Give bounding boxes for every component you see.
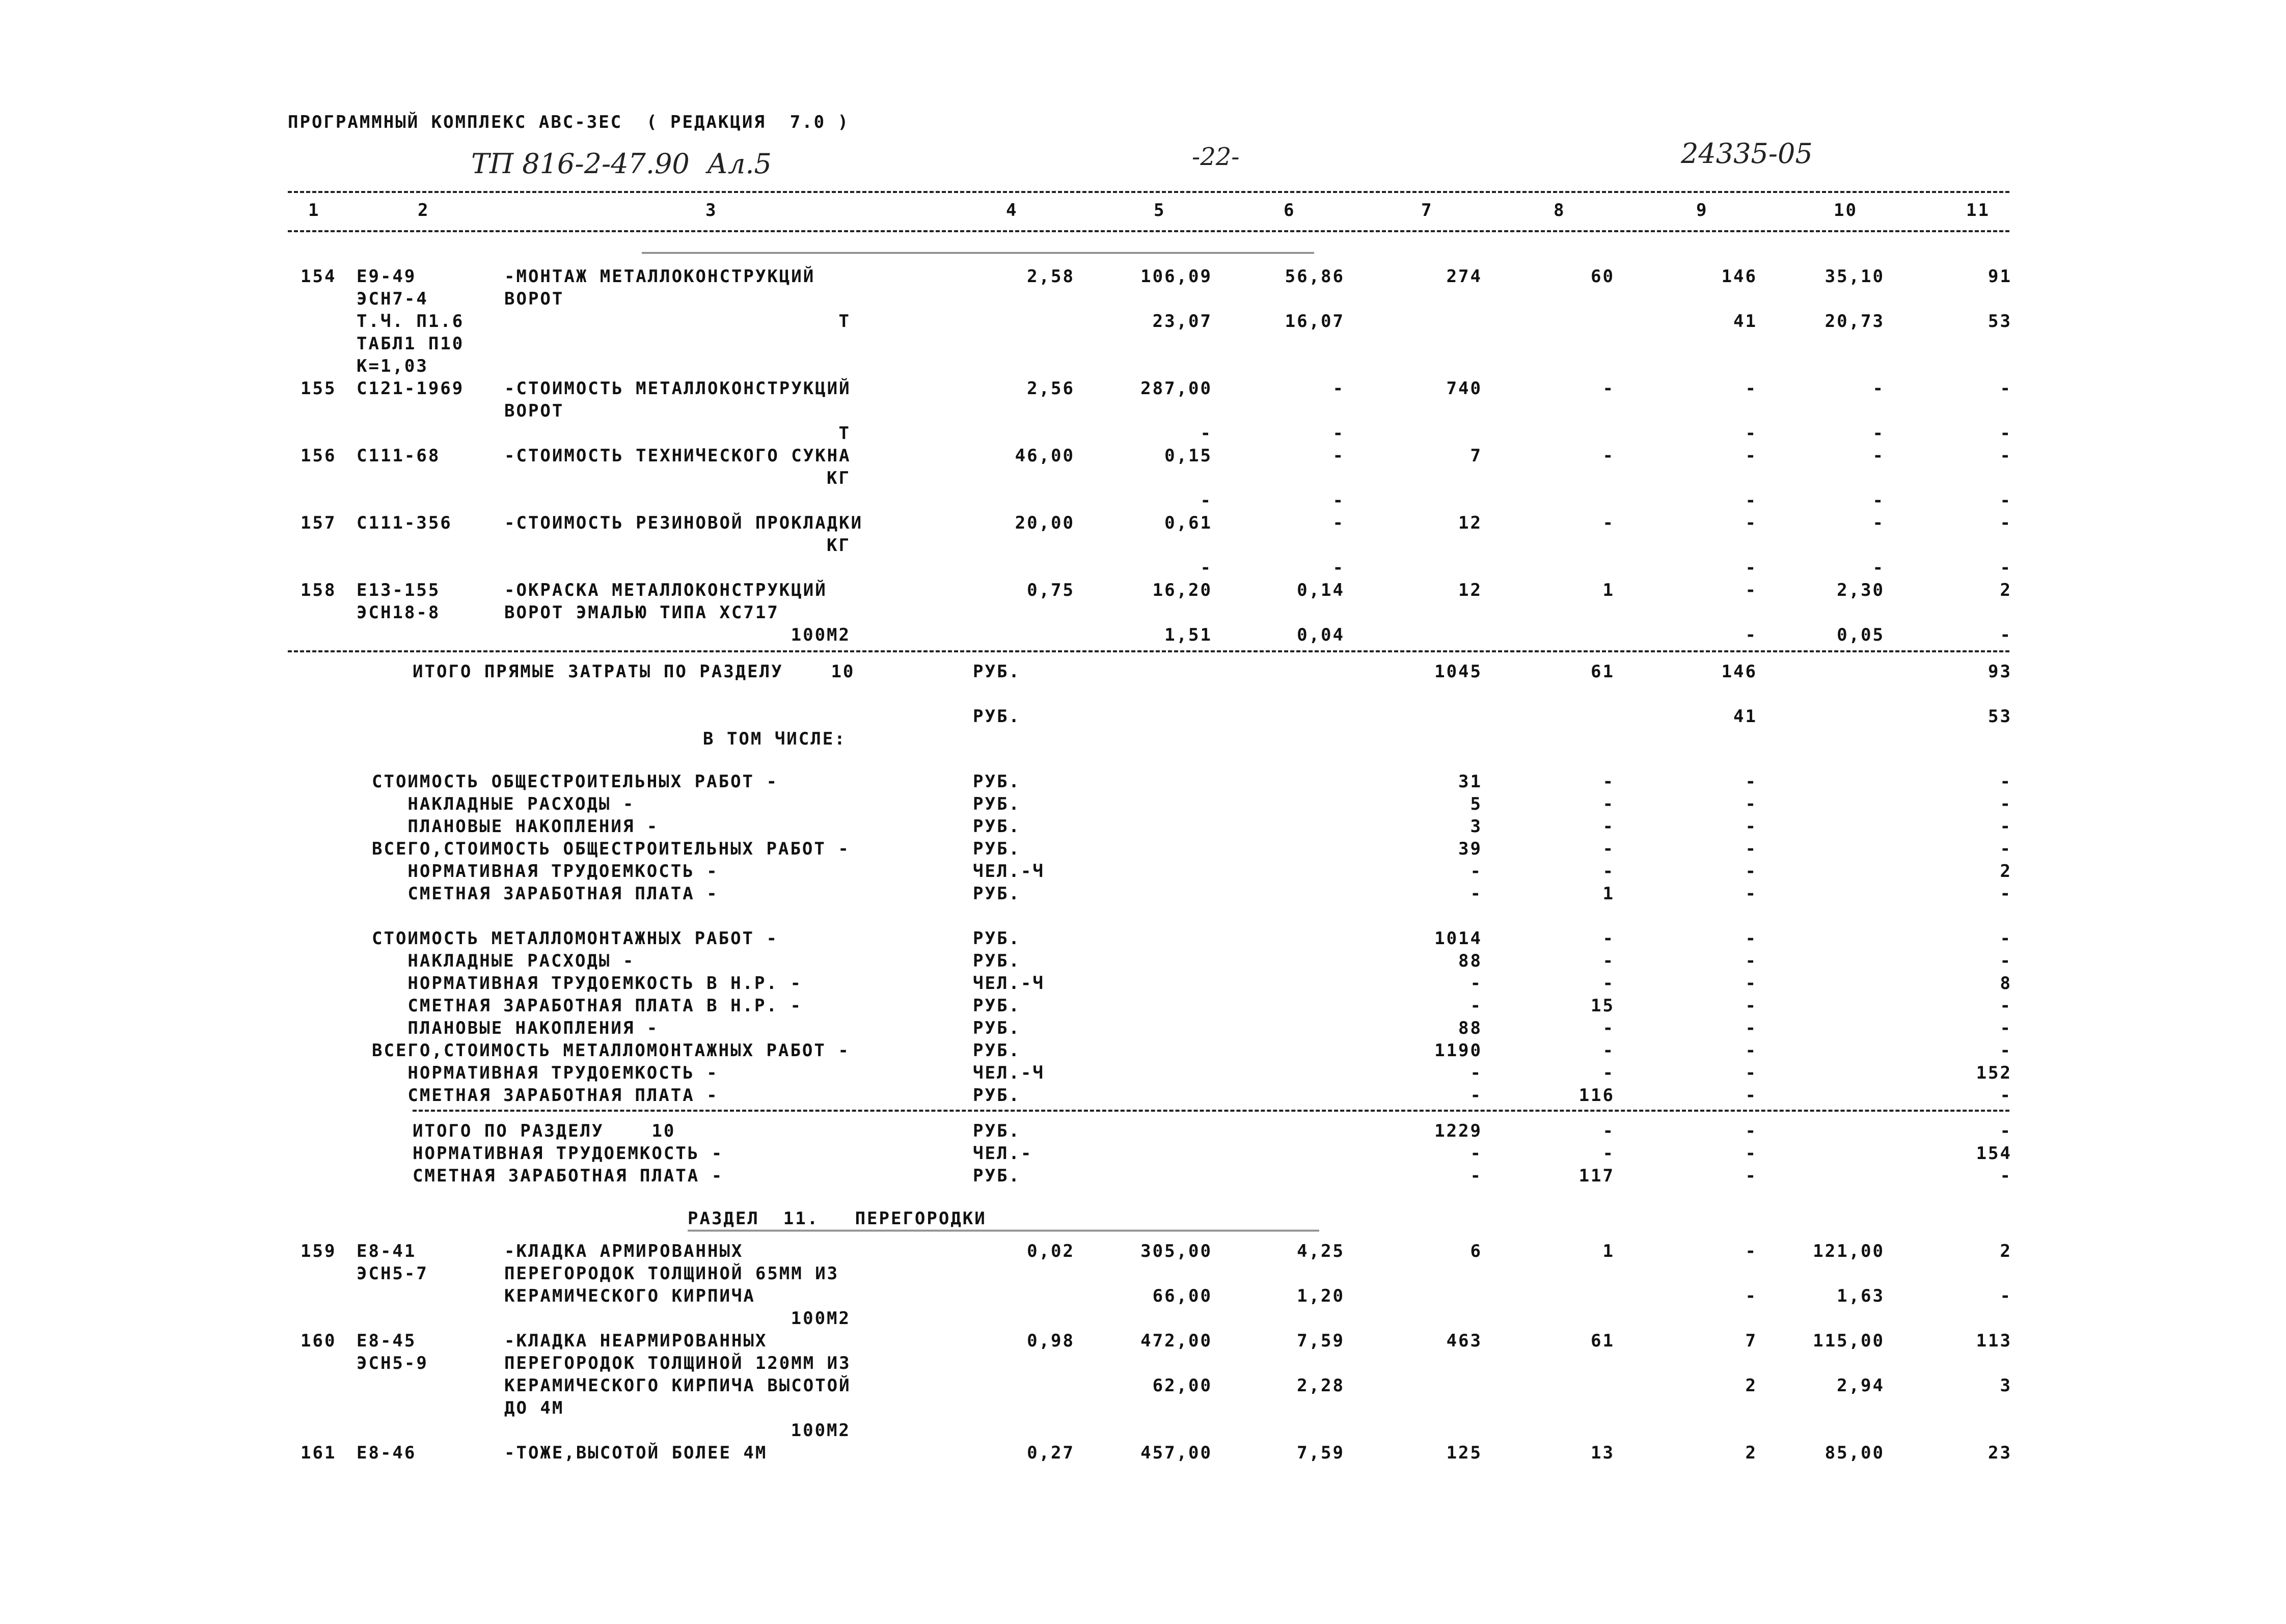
summary-label: СМЕТНАЯ ЗАРАБОТНАЯ ПЛАТА -: [372, 1085, 719, 1106]
cell-unit: 100М2: [791, 1420, 851, 1441]
cell-c10: 20,73: [1825, 311, 1885, 332]
summary-c9: -: [1745, 973, 1757, 994]
summary-c8: 116: [1579, 1085, 1615, 1106]
cell-c9: -: [1745, 580, 1757, 600]
summary-c7: -: [1470, 861, 1482, 882]
cell-code: К=1,03: [357, 356, 428, 376]
summary-unit: ЧЕЛ.-Ч: [973, 1063, 1045, 1083]
cell-c10: 2,94: [1837, 1375, 1885, 1396]
column-header: 9: [1696, 200, 1708, 221]
cell-c6: 0,04: [1297, 625, 1345, 645]
cell-c10: 0,05: [1837, 625, 1885, 645]
cell-c6: 0,14: [1297, 580, 1345, 600]
cell-c6: -: [1332, 446, 1345, 466]
cell-c11: -: [2000, 446, 2012, 466]
cell-c5: 62,00: [1152, 1375, 1212, 1396]
direct-total2-c11: 53: [1988, 706, 2012, 727]
cell-code: ЭСН5-9: [357, 1353, 428, 1373]
cell-code: ЭСН5-7: [357, 1263, 428, 1284]
summary-label: ПЛАНОВЫЕ НАКОПЛЕНИЯ -: [372, 816, 659, 837]
cell-c10: 35,10: [1825, 266, 1885, 287]
direct-total-c11: 93: [1988, 662, 2012, 682]
cell-c10: 85,00: [1825, 1443, 1885, 1463]
cell-c11: -: [2000, 625, 2012, 645]
cell-c6: -: [1332, 558, 1345, 578]
summary-c7: 1014: [1434, 928, 1482, 949]
direct-total-c7: 1045: [1434, 662, 1482, 682]
cell-c9: -: [1745, 378, 1757, 399]
summary-c8: -: [1602, 951, 1615, 971]
cell-c10: -: [1872, 446, 1885, 466]
cell-c10: 115,00: [1813, 1331, 1885, 1351]
cell-c7: 12: [1458, 513, 1482, 533]
summary-c9: -: [1745, 1063, 1757, 1083]
cell-c9: 41: [1733, 311, 1757, 332]
cell-c11: 53: [1988, 311, 2012, 332]
cell-c9: -: [1745, 490, 1757, 511]
column-header: 6: [1284, 200, 1296, 221]
summary-c7: 1229: [1434, 1121, 1482, 1141]
cell-c8: 61: [1591, 1331, 1615, 1351]
cell-n: 154: [301, 266, 337, 287]
cell-c6: 7,59: [1297, 1331, 1345, 1351]
cell-text: ДО 4М: [504, 1398, 564, 1418]
cell-text: -СТОИМОСТЬ МЕТАЛЛОКОНСТРУКЦИЙ: [504, 378, 851, 399]
cell-c10: -: [1872, 378, 1885, 399]
summary-c9: -: [1745, 1121, 1757, 1141]
summary-c11: 152: [1976, 1063, 2012, 1083]
cell-c7: 12: [1458, 580, 1482, 600]
direct-total-unit: РУБ.: [973, 662, 1021, 682]
cell-text: ВОРОТ: [504, 401, 564, 421]
cell-c9: 2: [1745, 1443, 1757, 1463]
summary-c9: -: [1745, 861, 1757, 882]
cell-c6: 16,07: [1285, 311, 1345, 332]
cell-c5: 1,51: [1164, 625, 1212, 645]
summary-c8: -: [1602, 839, 1615, 859]
program-header: ПРОГРАММНЫЙ КОМПЛЕКС АВС-3ЕС ( РЕДАКЦИЯ 7.0 ): [288, 112, 850, 132]
cell-c6: -: [1332, 423, 1345, 444]
cell-c8: 1: [1602, 580, 1615, 600]
summary-c11: -: [2000, 928, 2012, 949]
summary-c8: -: [1602, 1121, 1615, 1141]
project-title: ТП 816-2-47.90 Ал.5: [471, 148, 772, 180]
summary-label: СТОИМОСТЬ ОБЩЕСТРОИТЕЛЬНЫХ РАБОТ -: [372, 772, 778, 792]
cell-c6: 7,59: [1297, 1443, 1345, 1463]
summary-c9: -: [1745, 772, 1757, 792]
cell-q: 0,75: [1027, 580, 1075, 600]
cell-n: 161: [301, 1443, 337, 1463]
direct-total-c8: 61: [1591, 662, 1615, 682]
cell-q: 20,00: [1015, 513, 1075, 533]
cell-c5: 106,09: [1140, 266, 1212, 287]
cell-text: -КЛАДКА АРМИРОВАННЫХ: [504, 1241, 744, 1261]
cell-n: 157: [301, 513, 337, 533]
summary-c11: -: [2000, 1121, 2012, 1141]
cell-q: 2,58: [1027, 266, 1075, 287]
column-header: 10: [1834, 200, 1858, 221]
summary-c7: 1190: [1434, 1040, 1482, 1061]
summary-c11: -: [2000, 839, 2012, 859]
cell-n: 156: [301, 446, 337, 466]
summary-c7: 39: [1458, 839, 1482, 859]
column-header: 3: [705, 200, 718, 221]
summary-c7: 5: [1470, 794, 1482, 814]
summary-c11: 2: [2000, 861, 2012, 882]
summary-c7: -: [1470, 996, 1482, 1016]
cell-c10: 1,63: [1837, 1286, 1885, 1306]
summary-c8: -: [1602, 928, 1615, 949]
cell-c9: -: [1745, 558, 1757, 578]
summary-c8: -: [1602, 1143, 1615, 1164]
summary-c8: -: [1602, 1063, 1615, 1083]
cell-c9: -: [1745, 423, 1757, 444]
summary-c7: -: [1470, 1063, 1482, 1083]
summary-c9: -: [1745, 1040, 1757, 1061]
summary-label: НАКЛАДНЫЕ РАСХОДЫ -: [372, 794, 635, 814]
summary-c7: 3: [1470, 816, 1482, 837]
summary-c8: -: [1602, 794, 1615, 814]
cell-c6: 4,25: [1297, 1241, 1345, 1261]
summary-unit: РУБ.: [973, 1166, 1021, 1186]
summary-label: НОРМАТИВНАЯ ТРУДОЕМКОСТЬ -: [372, 1063, 719, 1083]
cell-n: 155: [301, 378, 337, 399]
cell-c11: -: [2000, 1286, 2012, 1306]
cell-c7: 274: [1446, 266, 1482, 287]
cell-text: -ТОЖЕ,ВЫСОТОЙ БОЛЕЕ 4М: [504, 1443, 768, 1463]
summary-label: ВСЕГО,СТОИМОСТЬ ОБЩЕСТРОИТЕЛЬНЫХ РАБОТ -: [372, 839, 850, 859]
cell-text: -КЛАДКА НЕАРМИРОВАННЫХ: [504, 1331, 768, 1351]
column-header: 2: [418, 200, 430, 221]
cell-c7: 125: [1446, 1443, 1482, 1463]
summary-label: СМЕТНАЯ ЗАРАБОТНАЯ ПЛАТА -: [413, 1166, 724, 1186]
summary-c8: 15: [1591, 996, 1615, 1016]
document-code: 24335-05: [1681, 137, 1813, 170]
cell-c11: 23: [1988, 1443, 2012, 1463]
summary-c9: -: [1745, 1143, 1757, 1164]
cell-c6: -: [1332, 490, 1345, 511]
cell-c7: 463: [1446, 1331, 1482, 1351]
cell-c11: -: [2000, 423, 2012, 444]
summary-c11: -: [2000, 951, 2012, 971]
cell-c8: 13: [1591, 1443, 1615, 1463]
summary-c7: -: [1470, 973, 1482, 994]
summary-c7: -: [1470, 1143, 1482, 1164]
summary-unit: ЧЕЛ.-Ч: [973, 861, 1045, 882]
cell-c11: 2: [2000, 580, 2012, 600]
summary-c11: -: [2000, 1018, 2012, 1038]
summary-c7: -: [1470, 884, 1482, 904]
summary-c8: 117: [1579, 1166, 1615, 1186]
summary-unit: РУБ.: [973, 928, 1021, 949]
section-11-title: РАЗДЕЛ 11. ПЕРЕГОРОДКИ: [688, 1208, 987, 1229]
summary-label: СТОИМОСТЬ МЕТАЛЛОМОНТАЖНЫХ РАБОТ -: [372, 928, 778, 949]
cell-c7: 7: [1470, 446, 1482, 466]
summary-c11: -: [2000, 1085, 2012, 1106]
cell-c6: 56,86: [1285, 266, 1345, 287]
summary-label: ВСЕГО,СТОИМОСТЬ МЕТАЛЛОМОНТАЖНЫХ РАБОТ -: [372, 1040, 850, 1061]
cell-c6: 2,28: [1297, 1375, 1345, 1396]
cell-text: -ОКРАСКА МЕТАЛЛОКОНСТРУКЦИЙ: [504, 580, 827, 600]
cell-text: ПЕРЕГОРОДОК ТОЛЩИНОЙ 120ММ ИЗ: [504, 1353, 851, 1373]
cell-c5: 305,00: [1140, 1241, 1212, 1261]
cell-q: 2,56: [1027, 378, 1075, 399]
cell-c5: 66,00: [1152, 1286, 1212, 1306]
cell-n: 159: [301, 1241, 337, 1261]
summary-c9: -: [1745, 996, 1757, 1016]
summary-unit: РУБ.: [973, 1121, 1021, 1141]
summary-label: НОРМАТИВНАЯ ТРУДОЕМКОСТЬ -: [372, 861, 719, 882]
cell-unit: КГ: [827, 535, 851, 556]
summary-unit: РУБ.: [973, 794, 1021, 814]
header-rule-top: [288, 191, 2009, 193]
summary-c11: -: [2000, 1040, 2012, 1061]
cell-code: Е8-45: [357, 1331, 417, 1351]
header-rule-bottom: [288, 230, 2009, 232]
cell-c9: 146: [1721, 266, 1757, 287]
cell-n: 158: [301, 580, 337, 600]
cell-unit: 100М2: [791, 625, 851, 645]
cell-code: Е13-155: [357, 580, 441, 600]
summary-unit: РУБ.: [973, 884, 1021, 904]
cell-c11: 91: [1988, 266, 2012, 287]
cell-c11: -: [2000, 378, 2012, 399]
cell-c8: 1: [1602, 1241, 1615, 1261]
cell-c7: 740: [1446, 378, 1482, 399]
cell-text: КЕРАМИЧЕСКОГО КИРПИЧА ВЫСОТОЙ: [504, 1375, 851, 1396]
summary-unit: РУБ.: [973, 996, 1021, 1016]
column-header: 5: [1154, 200, 1166, 221]
totals-rule: [288, 650, 2009, 652]
cell-text: ВОРОТ ЭМАЛЬЮ ТИПА ХС717: [504, 602, 779, 623]
cell-c11: 2: [2000, 1241, 2012, 1261]
cell-q: 0,98: [1027, 1331, 1075, 1351]
summary-label: НОРМАТИВНАЯ ТРУДОЕМКОСТЬ В Н.Р. -: [372, 973, 802, 994]
cell-code: ЭСН18-8: [357, 602, 441, 623]
summary-unit: ЧЕЛ.-Ч: [973, 973, 1045, 994]
cell-code: С111-68: [357, 446, 441, 466]
cell-text: -СТОИМОСТЬ РЕЗИНОВОЙ ПРОКЛАДКИ: [504, 513, 863, 533]
summary-unit: РУБ.: [973, 839, 1021, 859]
cell-text: -СТОИМОСТЬ ТЕХНИЧЕСКОГО СУКНА: [504, 446, 851, 466]
cell-c5: 287,00: [1140, 378, 1212, 399]
summary-c9: -: [1745, 816, 1757, 837]
column-header: 4: [1006, 200, 1018, 221]
cell-c5: 16,20: [1152, 580, 1212, 600]
summary-label: СМЕТНАЯ ЗАРАБОТНАЯ ПЛАТА В Н.Р. -: [372, 996, 802, 1016]
summary-c8: 1: [1602, 884, 1615, 904]
column-header: 7: [1421, 200, 1433, 221]
summary-unit: РУБ.: [973, 1040, 1021, 1061]
cell-text: ПЕРЕГОРОДОК ТОЛЩИНОЙ 65ММ ИЗ: [504, 1263, 839, 1284]
cell-c5: -: [1200, 423, 1212, 444]
summary-label: СМЕТНАЯ ЗАРАБОТНАЯ ПЛАТА -: [372, 884, 719, 904]
cell-q: 0,27: [1027, 1443, 1075, 1463]
summary-c9: -: [1745, 1018, 1757, 1038]
cell-c10: -: [1872, 423, 1885, 444]
cell-c5: -: [1200, 558, 1212, 578]
cell-c11: 113: [1976, 1331, 2012, 1351]
summary-c11: -: [2000, 1166, 2012, 1186]
cell-c9: -: [1745, 1241, 1757, 1261]
page-number: -22-: [1192, 143, 1240, 171]
summary-unit: РУБ.: [973, 772, 1021, 792]
summary-c9: -: [1745, 1166, 1757, 1186]
summary-unit: РУБ.: [973, 951, 1021, 971]
cell-c9: 2: [1745, 1375, 1757, 1396]
cell-unit: Т: [838, 423, 851, 444]
summary-c11: -: [2000, 772, 2012, 792]
column-header: 8: [1554, 200, 1566, 221]
cell-c5: 457,00: [1140, 1443, 1212, 1463]
summary-unit: РУБ.: [973, 1085, 1021, 1106]
cell-n: 160: [301, 1331, 337, 1351]
cell-code: ЭСН7-4: [357, 289, 428, 309]
cell-unit: Т: [838, 311, 851, 332]
cell-c6: 1,20: [1297, 1286, 1345, 1306]
cell-code: Е9-49: [357, 266, 417, 287]
summary-c8: -: [1602, 973, 1615, 994]
cell-c5: 23,07: [1152, 311, 1212, 332]
summary-label: НАКЛАДНЫЕ РАСХОДЫ -: [372, 951, 635, 971]
summary-unit: РУБ.: [973, 816, 1021, 837]
direct-total-label: ИТОГО ПРЯМЫЕ ЗАТРАТЫ ПО РАЗДЕЛУ 10: [413, 662, 855, 682]
cell-unit: 100М2: [791, 1308, 851, 1329]
cell-c5: 472,00: [1140, 1331, 1212, 1351]
summary-c7: 88: [1458, 951, 1482, 971]
cell-c8: -: [1602, 446, 1615, 466]
summary-c8: -: [1602, 861, 1615, 882]
column-header: 1: [308, 200, 320, 221]
cell-c7: 6: [1470, 1241, 1482, 1261]
including-label: В ТОМ ЧИСЛЕ:: [703, 729, 847, 749]
summary-c8: -: [1602, 1040, 1615, 1061]
section-total-rule: [413, 1110, 2009, 1112]
summary-c11: -: [2000, 996, 2012, 1016]
cell-c8: -: [1602, 513, 1615, 533]
summary-c8: -: [1602, 816, 1615, 837]
cell-code: С111-356: [357, 513, 452, 533]
cell-text: ВОРОТ: [504, 289, 564, 309]
cell-text: КЕРАМИЧЕСКОГО КИРПИЧА: [504, 1286, 755, 1306]
summary-c9: -: [1745, 794, 1757, 814]
cell-c10: 121,00: [1813, 1241, 1885, 1261]
cell-c5: -: [1200, 490, 1212, 511]
summary-c11: -: [2000, 816, 2012, 837]
section-rule: [642, 252, 1314, 254]
cell-c8: -: [1602, 378, 1615, 399]
cell-c9: 7: [1745, 1331, 1757, 1351]
section-11-rule: [688, 1230, 1319, 1231]
summary-c7: -: [1470, 1166, 1482, 1186]
cell-c6: -: [1332, 378, 1345, 399]
cell-code: С121-1969: [357, 378, 465, 399]
cell-c9: -: [1745, 513, 1757, 533]
cell-c10: 2,30: [1837, 580, 1885, 600]
summary-c7: 31: [1458, 772, 1482, 792]
cell-c9: -: [1745, 1286, 1757, 1306]
direct-total2-c9: 41: [1733, 706, 1757, 727]
cell-unit: КГ: [827, 468, 851, 488]
cell-c11: 3: [2000, 1375, 2012, 1396]
cell-c10: -: [1872, 558, 1885, 578]
cell-c11: -: [2000, 490, 2012, 511]
cell-c5: 0,15: [1164, 446, 1212, 466]
summary-c7: -: [1470, 1085, 1482, 1106]
cell-q: 0,02: [1027, 1241, 1075, 1261]
cell-c6: -: [1332, 513, 1345, 533]
cell-code: Т.Ч. П1.6: [357, 311, 465, 332]
cell-c11: -: [2000, 513, 2012, 533]
summary-c9: -: [1745, 1085, 1757, 1106]
cell-code: Е8-41: [357, 1241, 417, 1261]
summary-unit: ЧЕЛ.-: [973, 1143, 1033, 1164]
cell-c8: 60: [1591, 266, 1615, 287]
summary-c11: -: [2000, 794, 2012, 814]
cell-q: 46,00: [1015, 446, 1075, 466]
summary-c11: 154: [1976, 1143, 2012, 1164]
summary-c9: -: [1745, 839, 1757, 859]
summary-c9: -: [1745, 884, 1757, 904]
cell-text: -МОНТАЖ МЕТАЛЛОКОНСТРУКЦИЙ: [504, 266, 815, 287]
summary-c11: 8: [2000, 973, 2012, 994]
summary-label: ИТОГО ПО РАЗДЕЛУ 10: [413, 1121, 676, 1141]
cell-c9: -: [1745, 625, 1757, 645]
summary-c11: -: [2000, 884, 2012, 904]
cell-c10: -: [1872, 513, 1885, 533]
summary-c8: -: [1602, 772, 1615, 792]
cell-c9: -: [1745, 446, 1757, 466]
cell-c10: -: [1872, 490, 1885, 511]
summary-c8: -: [1602, 1018, 1615, 1038]
summary-c9: -: [1745, 928, 1757, 949]
cell-c11: -: [2000, 558, 2012, 578]
direct-total-c9: 146: [1721, 662, 1757, 682]
summary-label: НОРМАТИВНАЯ ТРУДОЕМКОСТЬ -: [413, 1143, 724, 1164]
summary-label: ПЛАНОВЫЕ НАКОПЛЕНИЯ -: [372, 1018, 659, 1038]
cell-code: Е8-46: [357, 1443, 417, 1463]
summary-unit: РУБ.: [973, 1018, 1021, 1038]
cell-code: ТАБЛ1 П10: [357, 334, 465, 354]
direct-total-unit2: РУБ.: [973, 706, 1021, 727]
cell-c5: 0,61: [1164, 513, 1212, 533]
summary-c9: -: [1745, 951, 1757, 971]
summary-c7: 88: [1458, 1018, 1482, 1038]
column-header: 11: [1966, 200, 1990, 221]
